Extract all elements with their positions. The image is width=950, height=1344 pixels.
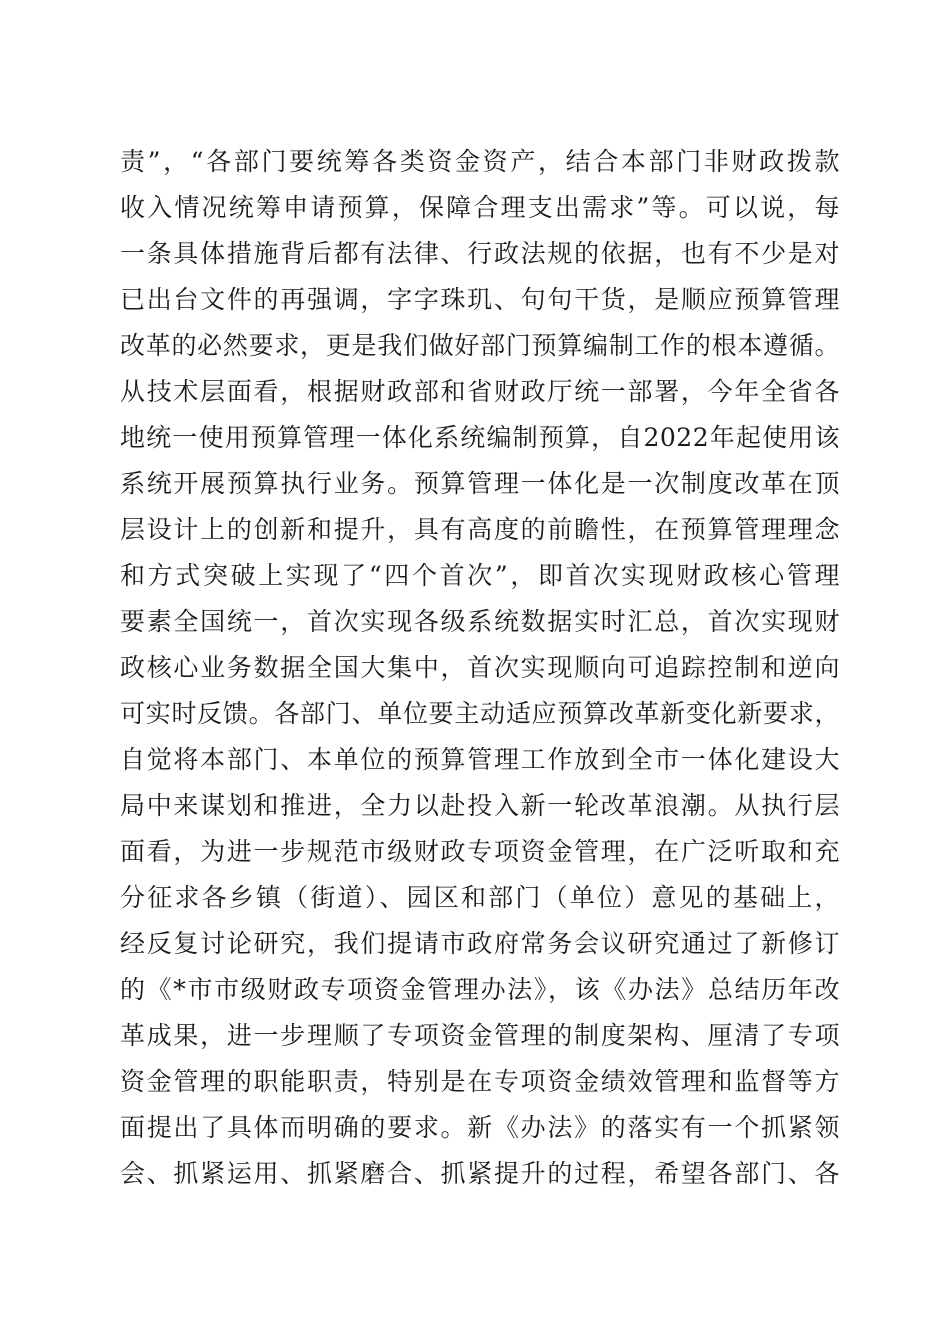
text-line-9: 层设计上的创新和提升，具有高度的前瞻性，在预算管理理念 — [120, 515, 840, 544]
text-line-15: 局中来谋划和推进，全力以赴投入新一轮改革浪潮。从执行层 — [120, 791, 840, 820]
text-line-5: 改革的必然要求，更是我们做好部门预算编制工作的根本遵循。 — [120, 331, 840, 360]
text-line-23: 会、抓紧运用、抓紧磨合、抓紧提升的过程，希望各部门、各 — [120, 1159, 840, 1188]
text-line-1: 责”，“各部门要统筹各类资金资产，结合本部门非财政拨款 — [120, 147, 840, 176]
text-line-4: 已出台文件的再强调，字字珠玑、句句干货，是顺应预算管理 — [120, 285, 840, 314]
text-line-20: 革成果，进一步理顺了专项资金管理的制度架构、厘清了专项 — [120, 1021, 840, 1050]
body-text — [120, 139, 840, 1197]
text-line-14: 自觉将本部门、本单位的预算管理工作放到全市一体化建设大 — [120, 745, 840, 774]
text-line-12: 政核心业务数据全国大集中，首次实现顺向可追踪控制和逆向 — [120, 653, 840, 682]
text-line-7: 地统一使用预算管理一体化系统编制预算，自2022年起使用该 — [120, 423, 840, 452]
text-line-21: 资金管理的职能职责，特别是在专项资金绩效管理和监督等方 — [120, 1067, 840, 1096]
text-line-11: 要素全国统一，首次实现各级系统数据实时汇总，首次实现财 — [120, 607, 840, 636]
text-line-19: 的《*市市级财政专项资金管理办法》，该《办法》总结历年改 — [120, 975, 840, 1004]
text-line-13: 可实时反馈。各部门、单位要主动适应预算改革新变化新要求， — [120, 699, 840, 728]
text-line-16: 面看，为进一步规范市级财政专项资金管理，在广泛听取和充 — [120, 837, 840, 866]
text-line-18: 经反复讨论研究，我们提请市政府常务会议研究通过了新修订 — [120, 929, 840, 958]
text-line-8: 系统开展预算执行业务。预算管理一体化是一次制度改革在顶 — [120, 469, 840, 498]
text-line-6: 从技术层面看，根据财政部和省财政厅统一部署，今年全省各 — [120, 377, 840, 406]
text-line-3: 一条具体措施背后都有法律、行政法规的依据，也有不少是对 — [120, 239, 840, 268]
text-line-10: 和方式突破上实现了“四个首次”，即首次实现财政核心管理 — [120, 561, 840, 590]
text-line-2: 收入情况统筹申请预算，保障合理支出需求”等。可以说，每 — [120, 193, 840, 222]
text-line-22: 面提出了具体而明确的要求。新《办法》的落实有一个抓紧领 — [120, 1113, 840, 1142]
text-line-17: 分征求各乡镇（街道）、园区和部门（单位）意见的基础上， — [120, 883, 840, 912]
